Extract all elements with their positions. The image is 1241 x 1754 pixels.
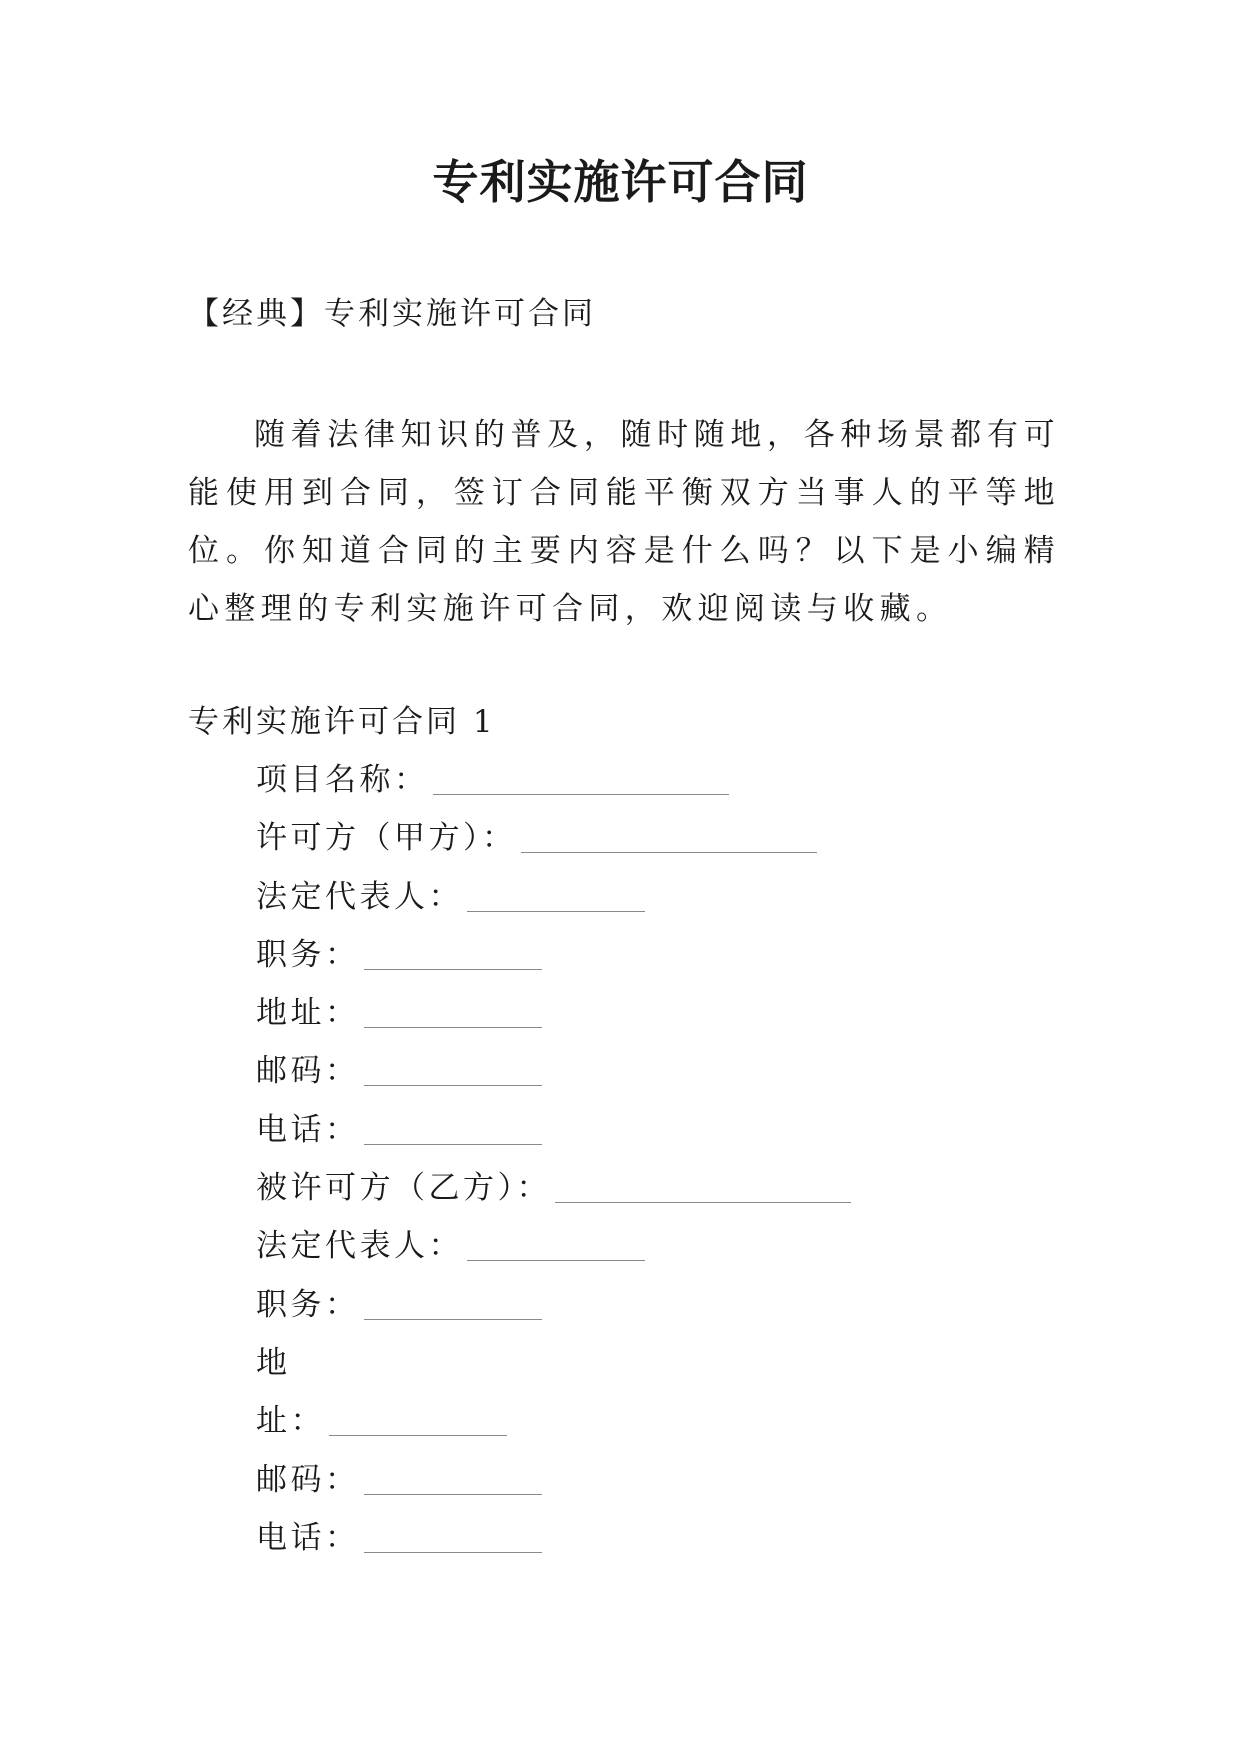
field-label: 址： <box>256 1403 325 1440</box>
field-label: 项目名称： <box>256 762 429 798</box>
field-postcode-b <box>256 1458 851 1516</box>
document-title: 专利实施许可合同 <box>432 155 809 209</box>
field-address-b-part2 <box>256 1399 851 1457</box>
field-position-b <box>256 1283 851 1341</box>
blank-line <box>364 933 542 970</box>
blank-line <box>433 758 729 795</box>
blank-line <box>521 816 817 853</box>
field-label: 许可方（甲方）： <box>256 820 517 857</box>
document-subtitle: 【经典】专利实施许可合同 <box>188 296 596 332</box>
contract-fields <box>256 758 851 1574</box>
field-label: 地址： <box>256 995 360 1032</box>
blank-line <box>467 875 645 912</box>
field-phone-b <box>256 1516 851 1574</box>
blank-line <box>364 1108 542 1145</box>
field-project-name <box>256 758 851 816</box>
field-label: 职务： <box>256 936 360 973</box>
blank-line <box>364 1283 542 1320</box>
field-label: 邮码： <box>256 1053 360 1090</box>
field-label: 被许可方（乙方）： <box>256 1170 551 1207</box>
field-postcode <box>256 1049 851 1107</box>
blank-line <box>364 1458 542 1495</box>
blank-line <box>364 991 542 1028</box>
field-label: 法定代表人： <box>256 1228 463 1265</box>
blank-line <box>364 1516 542 1553</box>
intro-paragraph: 随着法律知识的普及，随时随地，各种场景都有可能使用到合同，签订合同能平衡双方当事人的平等地位。你知道合同的主要内容是什么吗？以下是小编精心整理的专利实施许可合同，欢迎阅读与收藏。 <box>188 417 1060 627</box>
field-label: 法定代表人： <box>256 878 463 915</box>
field-label: 电话： <box>256 1519 360 1556</box>
blank-line <box>555 1166 851 1203</box>
blank-line <box>329 1399 507 1436</box>
field-legal-rep-b <box>256 1224 851 1282</box>
blank-line <box>364 1049 542 1086</box>
field-phone <box>256 1108 851 1166</box>
field-position <box>256 933 851 991</box>
field-address-b-part1 <box>256 1341 851 1399</box>
field-label: 职务： <box>256 1286 360 1323</box>
field-legal-rep <box>256 875 851 933</box>
field-label: 邮码： <box>256 1461 360 1498</box>
field-licensee <box>256 1166 851 1224</box>
section-title: 专利实施许可合同 1 <box>188 704 496 740</box>
field-label: 电话： <box>256 1111 360 1148</box>
blank-line <box>467 1224 645 1261</box>
field-label: 地 <box>256 1344 291 1381</box>
field-address <box>256 991 851 1049</box>
field-licensor <box>256 816 851 874</box>
